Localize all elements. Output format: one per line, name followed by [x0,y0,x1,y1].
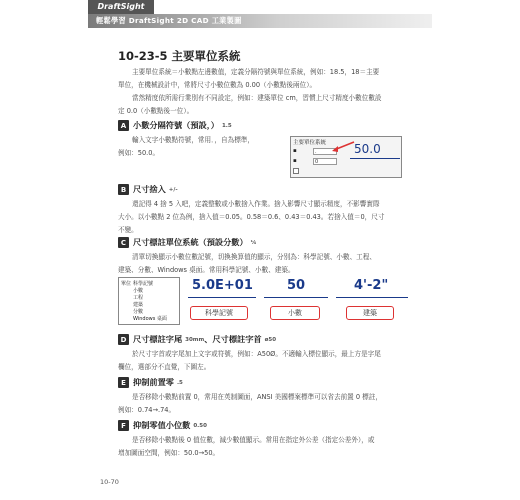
section-e-badge: E [118,377,129,388]
section-d-heading [118,334,276,345]
section-d-line: 欄位，選部分不直覺，下圖左。 [118,363,211,371]
section-f-title: 抑制零值小位數 [133,420,191,430]
section-a-line: 例如：50.0。 [118,149,160,157]
dialog-checkbox[interactable] [293,168,299,174]
section-e-title: 抑制前置零 [133,377,174,387]
list-item[interactable]: 建築 [133,302,144,308]
section-a-title: 小數分隔符號（預設，） [133,120,219,130]
decimal-separator-icon: 1.5 [221,122,232,129]
section-b-line: 不變。 [118,226,138,234]
list-item[interactable]: 科學記號 [133,281,154,287]
decimal-separator-field[interactable]: . [313,148,337,155]
trailing-zero-icon: 0.50 [193,422,207,429]
rounding-icon: +/- [168,186,178,193]
example-architectural-label: 建築 [346,306,394,320]
fraction-unit-icon: ¼ [250,239,257,246]
section-e-heading [118,377,183,388]
intro-line: 主要單位系統＝小數點左邊數值，定義分隔符號與單位系統，例如：18.5，18＝主要 [132,68,380,76]
dialog-title: 主要單位系統 [293,140,327,146]
intro-paragraph [118,66,418,118]
section-a-line: 輸入文字小數點符號，常用．，自為標準， [132,136,254,144]
example-dimension-line [264,297,328,298]
section-b-line: 大小。以小數點 2 位為例，捨入值＝0.05。0.58＝0.6、0.43＝0.43。若捨入值＝0，尺寸 [118,213,385,221]
example-decimal-value: 50 [287,278,306,293]
section-f-line: 是否移除小數點後 0 值位數，減少數值顯示。常用在指定外公差（指定公差外），或 [132,436,375,444]
preview-dimension-line [350,158,400,159]
section-c-title: 尺寸標註單位系統（預設分數） [133,237,248,247]
intro-line: 單位，在機械設計中，常將尺寸小數位數為 0.00（小數點後兩位）。 [118,81,317,89]
header-tab: DraftSight [88,0,154,14]
intro-line: 當然精度依所需行業別有不同設定，例如：建築單位 cm，習慣上尺寸精度小數位數設 [132,94,382,102]
example-dimension-line [188,297,256,298]
section-d-title: 尺寸標註字尾 [133,334,183,344]
listbox-label: 單位 [121,281,132,287]
section-b-body [118,198,418,237]
prefix-icon: ø50 [264,336,277,343]
page-number: 10-70 [100,478,119,486]
section-d-body [118,348,418,374]
section-c-body [118,251,418,277]
section-b-badge: B [118,184,129,195]
section-a-badge: A [118,120,129,131]
list-item[interactable]: Windows 桌面 [133,316,167,322]
section-d-title-2: 、尺寸標註字首 [204,334,262,344]
example-decimal-label: 小數 [270,306,320,320]
section-d-line: 於尺寸字首或字尾加上文字或符號，例如：A50Ø。不適輸入標位顯示，最上方是字尾 [132,350,381,358]
section-f-body [118,434,418,460]
book-title: 輕鬆學習 DraftSight 2D CAD 工業製圖 [96,16,242,25]
example-scientific-value: 5.0E+01 [192,278,253,293]
section-f-badge: F [118,420,129,431]
section-b-heading [118,184,178,195]
rounding-field[interactable]: 0 [313,158,337,165]
section-f-line: 增加圖面空間，例如：50.0→50。 [118,449,220,457]
dialog-row-label: ▪ [293,158,297,164]
intro-line: 定 0.0（小數點後一位）。 [118,107,194,115]
section-b-title: 尺寸捨入 [133,184,166,194]
section-e-body [118,391,418,417]
section-c-line: 清單切換顯示小數位數記號，切換換算值的顯示，分別為：科學記號、小數、工程、 [132,253,376,261]
list-item[interactable]: 分數 [133,309,144,315]
unit-system-listbox[interactable] [118,277,180,325]
example-architectural-value: 4'-2" [354,278,389,293]
leading-zero-icon: .5 [176,379,183,386]
section-f-heading [118,420,207,431]
section-a-heading [118,120,232,131]
list-item[interactable]: 工程 [133,295,144,301]
preview-dimension-value: 50.0 [354,142,381,156]
section-d-badge: D [118,334,129,345]
red-arrow-icon [330,140,356,154]
section-c-line: 建築、分數、Windows 桌面。常用科學記號、小數、建築。 [118,266,295,274]
section-e-line: 例如：0.74→.74。 [118,406,176,414]
example-scientific-label: 科學記號 [190,306,248,320]
dialog-row-label: ▪ [293,148,297,154]
suffix-icon: 30mm [185,336,205,343]
example-dimension-line [336,297,408,298]
section-title: 10-23-5 主要單位系統 [118,49,241,63]
section-e-line: 是否移除小數點前置 0，常用在英制圖面，ANSI 美國標案標準可以省去前置 0 標註， [132,393,382,401]
list-item[interactable]: 小數 [133,288,144,294]
section-b-line: 還記得 4 捨 5 入吧，定義整數或小數捨入作業。捨入影響尺寸顯示精度，不影響實際 [132,200,380,208]
section-c-heading [118,237,256,248]
section-c-badge: C [118,237,129,248]
section-a-body [118,134,288,160]
